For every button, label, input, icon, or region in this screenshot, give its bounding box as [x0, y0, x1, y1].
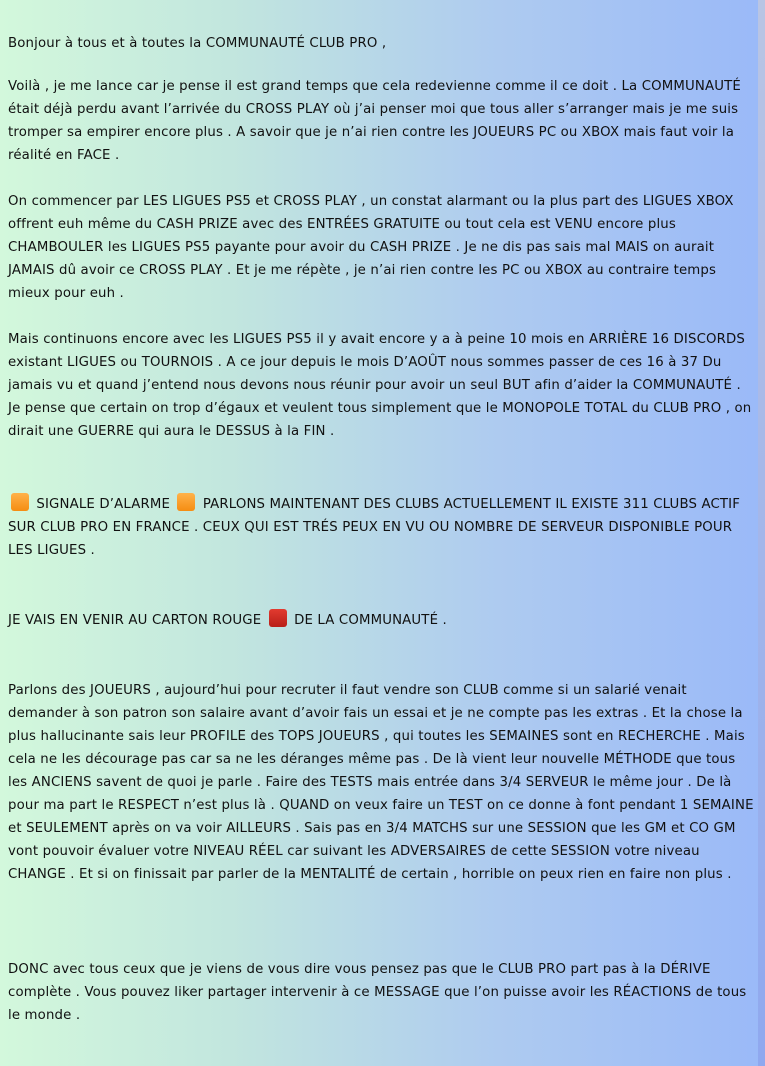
red-square-icon	[269, 609, 287, 627]
greeting: Bonjour à tous et à toutes la COMMUNAUTÉ CLUB PRO ,	[8, 36, 387, 51]
paragraph-discords: Mais continuons encore avec les LIGUES PS5 il y avait encore y a à peine 10 mois en ARRIÈRE 16 DISCORDS existant LIGUES ou TOURNOIS . A ce jour depuis le mois D’AOÛT nous sommes passer de ces 16 à 37 Du jamais vu et quand j’entend nous devons nous réunir pour avoir un seul BUT afin d’aider la COMMUNAUTÉ . Je pense que certain on trop d’égaux et veulent tous simplement que le MONOPOLE TOTAL du CLUB PRO , on dirait une GUERRE qui aura le DESSUS à la FIN .	[8, 332, 752, 439]
alarm-section	[8, 493, 756, 562]
paragraph-cross-play-intro: Voilà , je me lance car je pense il est grand temps que cela redevienne comme il ce doit . La COMMUNAUTÉ était déjà perdu avant l’arrivée du CROSS PLAY où j’ai penser moi que tous aller s’arranger mais je me suis tromper sa empirer encore plus . A savoir que je n’ai rien contre les JOUEURS PC ou XBOX mais faut voir la réalité en FACE .	[8, 79, 741, 163]
red-card-text-after: DE LA COMMUNAUTÉ .	[294, 613, 447, 628]
paragraph-players: Parlons des JOUEURS , aujourd’hui pour recruter il faut vendre son CLUB comme si un salarié venait demander à son patron son salaire avant d’avoir fais un essai et je ne compte pas les extras . Et la chose la plus hallucinante sais leur PROFILE des TOPS JOUEURS , qui toutes les SEMAINES sont en RECHERCHE . Mais cela ne les décourage pas car sa ne les déranges même pas . De là vient leur nouvelle MÉTHODE que tous les ANCIENS savent de quoi je parle . Faire des TESTS mais entrée dans 3/4 SERVEUR le même jour . De là pour ma part le RESPECT n’est plus là . QUAND on veux faire un TEST on ce donne à font pendant 1 SEMAINE et SEULEMENT après on va voir AILLEURS . Sais pas en 3/4 MATCHS sur une SESSION que les GM et CO GM vont pouvoir évaluer votre NIVEAU RÉEL car suivant les ADVERSAIRES de cette SESSION votre niveau CHANGE . Et si on finissait par parler de la MENTALITÉ de certain , horrible on peux rien en faire non plus .	[8, 683, 754, 882]
red-card-section	[8, 609, 756, 632]
right-edge-border	[758, 0, 765, 1066]
alarm-text: PARLONS MAINTENANT DES CLUBS ACTUELLEMENT IL EXISTE 311 CLUBS ACTIF SUR CLUB PRO EN FRANCE . CEUX QUI EST TRÉS PEUX EN VU OU NOMBRE DE SERVEUR DISPONIBLE POUR LES LIGUES .	[8, 497, 741, 558]
alarm-label: SIGNALE D’ALARME	[36, 497, 171, 512]
orange-square-icon	[177, 493, 195, 511]
paragraph-conclusion: DONC avec tous ceux que je viens de vous dire vous pensez pas que le CLUB PRO part pas à la DÉRIVE complète . Vous pouvez liker partager intervenir à ce MESSAGE que l’on puisse avoir les RÉACTIONS de tous le monde .	[8, 962, 747, 1023]
red-card-text-before: JE VAIS EN VENIR AU CARTON ROUGE	[8, 613, 262, 628]
paragraph-leagues-ps5: On commencer par LES LIGUES PS5 et CROSS PLAY , un constat alarmant ou la plus part des LIGUES XBOX offrent euh même du CASH PRIZE avec des ENTRÉES GRATUITE ou tout cela est VENU encore plus CHAMBOULER les LIGUES PS5 payante pour avoir du CASH PRIZE . Je ne dis pas sais mal MAIS on aurait JAMAIS dû avoir ce CROSS PLAY . Et je me répète , je n’ai rien contre les PC ou XBOX au contraire temps mieux pour euh .	[8, 194, 734, 301]
orange-square-icon	[11, 493, 29, 511]
